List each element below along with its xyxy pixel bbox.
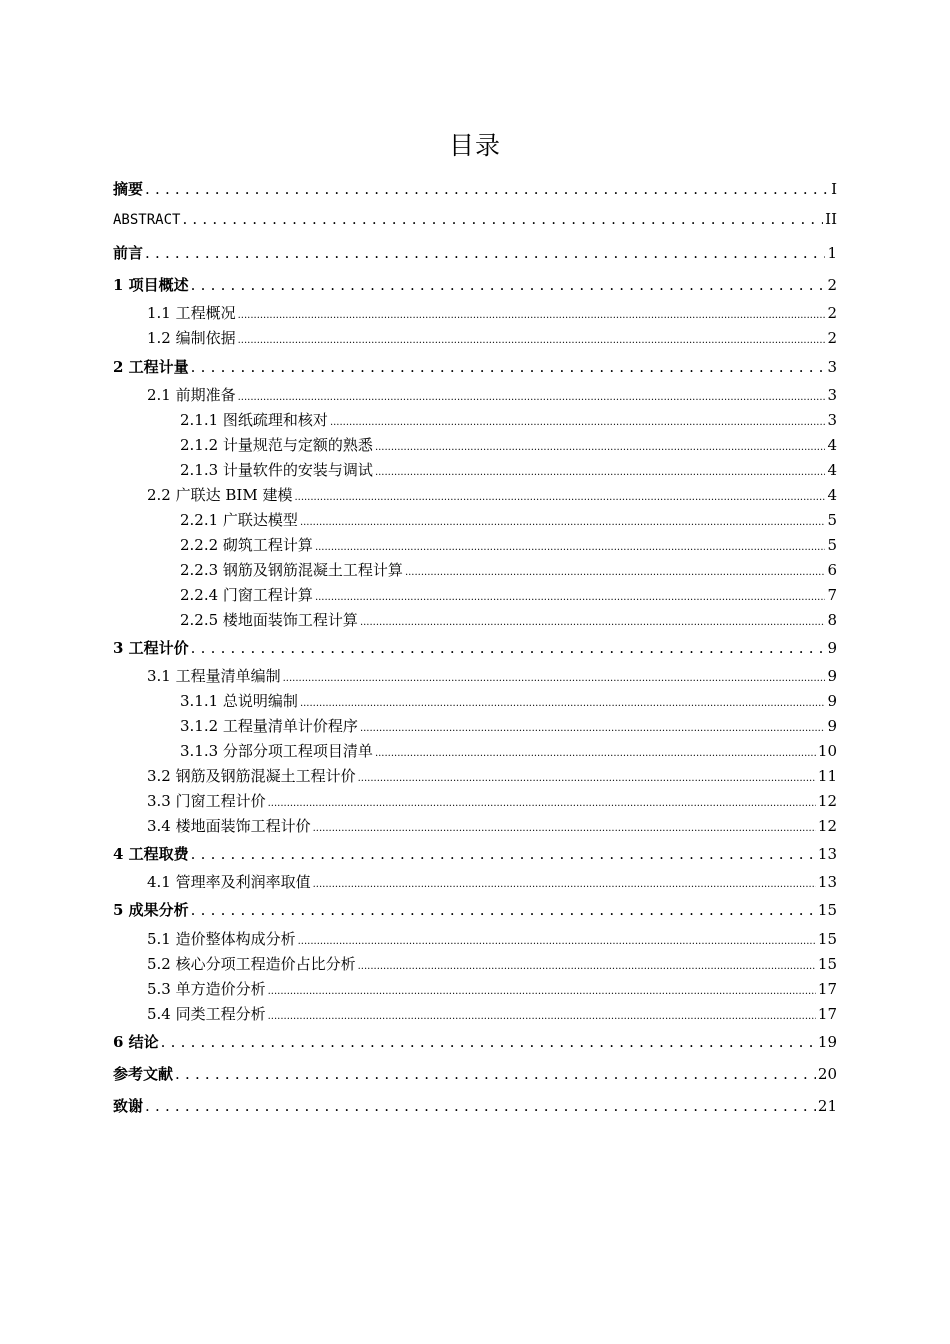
toc-entry-page-number: 17 — [817, 1005, 837, 1023]
toc-entry-label: 4.1 管理率及利润率取值 — [147, 873, 311, 891]
toc-entry[interactable] — [147, 484, 837, 505]
toc-entry-label: 4 工程取费 — [113, 845, 189, 863]
dot-leader — [313, 873, 816, 891]
dot-leader — [191, 358, 826, 376]
toc-entry-page-number: 7 — [827, 586, 837, 604]
dot-leader — [375, 461, 826, 479]
toc-entry[interactable] — [113, 274, 837, 295]
toc-entry-label: 3.1.3 分部分项工程项目清单 — [180, 742, 373, 760]
toc-entry-label: 5.4 同类工程分析 — [147, 1005, 266, 1023]
toc-entry-label: 2 工程计量 — [113, 358, 189, 376]
toc-entry-label: 摘要 — [113, 180, 144, 198]
dot-leader — [191, 901, 816, 919]
toc-entry[interactable] — [180, 459, 837, 480]
toc-entry[interactable] — [147, 871, 837, 892]
toc-entry[interactable] — [147, 327, 837, 348]
toc-entry-page-number: 3 — [827, 386, 837, 404]
toc-entry[interactable] — [113, 843, 837, 864]
dot-leader — [313, 817, 816, 835]
toc-entry[interactable] — [147, 1003, 837, 1024]
toc-entry-label: 2.2.5 楼地面装饰工程计算 — [180, 611, 358, 629]
toc-entry-label: 2.1.1 图纸疏理和核对 — [180, 411, 328, 429]
dot-leader — [360, 717, 826, 735]
toc-entry-page-number: II — [825, 210, 837, 228]
dot-leader — [358, 767, 816, 785]
dot-leader — [238, 386, 826, 404]
toc-entry[interactable] — [113, 1095, 837, 1116]
toc-entry[interactable] — [180, 609, 837, 630]
toc-entry-page-number: 4 — [827, 436, 837, 454]
toc-entry[interactable] — [147, 790, 837, 811]
toc-entry[interactable] — [180, 434, 837, 455]
toc-entry-page-number: 3 — [827, 358, 837, 376]
toc-entry-page-number: 2 — [827, 276, 837, 294]
toc-entry[interactable] — [147, 384, 837, 405]
dot-leader — [145, 1097, 816, 1115]
toc-entry-page-number: 4 — [827, 486, 837, 504]
toc-entry-page-number: 20 — [817, 1065, 837, 1083]
dot-leader — [238, 329, 826, 347]
toc-entry-label: 2.2 广联达 BIM 建模 — [147, 486, 293, 504]
dot-leader — [298, 930, 816, 948]
toc-entry-page-number: 19 — [817, 1033, 837, 1051]
toc-entry-page-number: 15 — [817, 901, 837, 919]
toc-entry[interactable] — [180, 559, 837, 580]
toc-entry-label: 致谢 — [113, 1097, 144, 1115]
dot-leader — [283, 667, 826, 685]
toc-entry-page-number: 9 — [827, 717, 837, 735]
toc-entry[interactable] — [113, 1063, 837, 1084]
toc-entry-label: 2.2.3 钢筋及钢筋混凝土工程计算 — [180, 561, 403, 579]
toc-entry-page-number: 13 — [817, 873, 837, 891]
toc-entry-page-number: 5 — [827, 536, 837, 554]
toc-entry-label: 2.1.2 计量规范与定额的熟悉 — [180, 436, 373, 454]
toc-entry[interactable] — [147, 815, 837, 836]
toc-entry-page-number: 10 — [817, 742, 837, 760]
toc-entry[interactable] — [180, 534, 837, 555]
dot-leader — [182, 210, 823, 228]
toc-entry[interactable] — [180, 690, 837, 711]
dot-leader — [375, 742, 816, 760]
toc-entry-page-number: 8 — [827, 611, 837, 629]
toc-entry[interactable] — [147, 978, 837, 999]
toc-entry-page-number: 6 — [827, 561, 837, 579]
toc-entry-label: 5.3 单方造价分析 — [147, 980, 266, 998]
dot-leader — [175, 1065, 816, 1083]
toc-entry-page-number: 17 — [817, 980, 837, 998]
toc-entry-page-number: 9 — [827, 667, 837, 685]
dot-leader — [191, 639, 826, 657]
toc-entry-label: 5 成果分析 — [113, 901, 189, 919]
toc-entry-page-number: 4 — [827, 461, 837, 479]
dot-leader — [360, 611, 826, 629]
toc-entry-label: 2.2.4 门窗工程计算 — [180, 586, 313, 604]
toc-entry-label: 1.1 工程概况 — [147, 304, 236, 322]
dot-leader — [145, 180, 829, 198]
dot-leader — [358, 955, 816, 973]
toc-entry[interactable] — [180, 409, 837, 430]
toc-entry-page-number: 9 — [827, 692, 837, 710]
toc-entry[interactable] — [147, 765, 837, 786]
toc-entry-page-number: 5 — [827, 511, 837, 529]
toc-entry[interactable] — [147, 665, 837, 686]
toc-entry-label: ABSTRACT — [113, 212, 181, 228]
toc-entry-label: 5.2 核心分项工程造价占比分析 — [147, 955, 356, 973]
toc-entry[interactable] — [147, 928, 837, 949]
toc-entry-page-number: 15 — [817, 955, 837, 973]
toc-entry-page-number: 13 — [817, 845, 837, 863]
toc-entry[interactable] — [113, 210, 837, 228]
toc-entry[interactable] — [147, 953, 837, 974]
toc-entry-label: 3.1.2 工程量清单计价程序 — [180, 717, 358, 735]
toc-entry-label: 3 工程计价 — [113, 639, 189, 657]
toc-entry[interactable] — [180, 584, 837, 605]
toc-entry[interactable] — [180, 715, 837, 736]
toc-entry-page-number: 11 — [817, 767, 837, 785]
toc-entry-page-number: 2 — [827, 329, 837, 347]
toc-entry-label: 前言 — [113, 244, 144, 262]
toc-entry-page-number: I — [831, 180, 837, 198]
toc-entry[interactable] — [113, 637, 837, 658]
toc-entry[interactable] — [147, 302, 837, 323]
dot-leader — [268, 980, 816, 998]
toc-entry[interactable] — [113, 178, 837, 199]
dot-leader — [268, 792, 816, 810]
toc-entry[interactable] — [180, 740, 837, 761]
dot-leader — [300, 511, 826, 529]
toc-entry-label: 3.1.1 总说明编制 — [180, 692, 298, 710]
toc-entry-label: 3.4 楼地面装饰工程计价 — [147, 817, 311, 835]
toc-entry-page-number: 21 — [817, 1097, 837, 1115]
dot-leader — [330, 411, 826, 429]
toc-entry[interactable] — [113, 1031, 837, 1052]
toc-entry-page-number: 2 — [827, 304, 837, 322]
toc-entry-label: 5.1 造价整体构成分析 — [147, 930, 296, 948]
toc-entry-page-number: 12 — [817, 792, 837, 810]
toc-entry-label: 3.2 钢筋及钢筋混凝土工程计价 — [147, 767, 356, 785]
toc-entry-label: 1.2 编制依据 — [147, 329, 236, 347]
toc-entry-label: 2.2.2 砌筑工程计算 — [180, 536, 313, 554]
toc-entry-page-number: 1 — [827, 244, 837, 262]
toc-entry[interactable] — [113, 356, 837, 377]
toc-entry-label: 参考文献 — [113, 1065, 174, 1083]
dot-leader — [375, 436, 826, 454]
toc-entry-label: 2.1 前期准备 — [147, 386, 236, 404]
dot-leader — [300, 692, 826, 710]
toc-entry-page-number: 12 — [817, 817, 837, 835]
toc-entry[interactable] — [113, 899, 837, 920]
dot-leader — [268, 1005, 816, 1023]
dot-leader — [191, 845, 816, 863]
toc-entry-label: 2.1.3 计量软件的安装与调试 — [180, 461, 373, 479]
dot-leader — [294, 486, 825, 504]
dot-leader — [161, 1033, 816, 1051]
toc-entry-label: 6 结论 — [113, 1033, 159, 1051]
toc-entry[interactable] — [113, 242, 837, 263]
dot-leader — [145, 244, 825, 262]
toc-entry-label: 3.1 工程量清单编制 — [147, 667, 281, 685]
toc-entry-label: 3.3 门窗工程计价 — [147, 792, 266, 810]
dot-leader — [405, 561, 826, 579]
toc-entry-page-number: 9 — [827, 639, 837, 657]
toc-entry-label: 1 项目概述 — [113, 276, 189, 294]
toc-entry[interactable] — [180, 509, 837, 530]
dot-leader — [191, 276, 826, 294]
toc-entry-page-number: 3 — [827, 411, 837, 429]
toc-entry-page-number: 15 — [817, 930, 837, 948]
dot-leader — [238, 304, 826, 322]
dot-leader — [315, 536, 826, 554]
toc-entry-label: 2.2.1 广联达模型 — [180, 511, 298, 529]
page-title: 目录 — [448, 131, 501, 160]
dot-leader — [315, 586, 826, 604]
